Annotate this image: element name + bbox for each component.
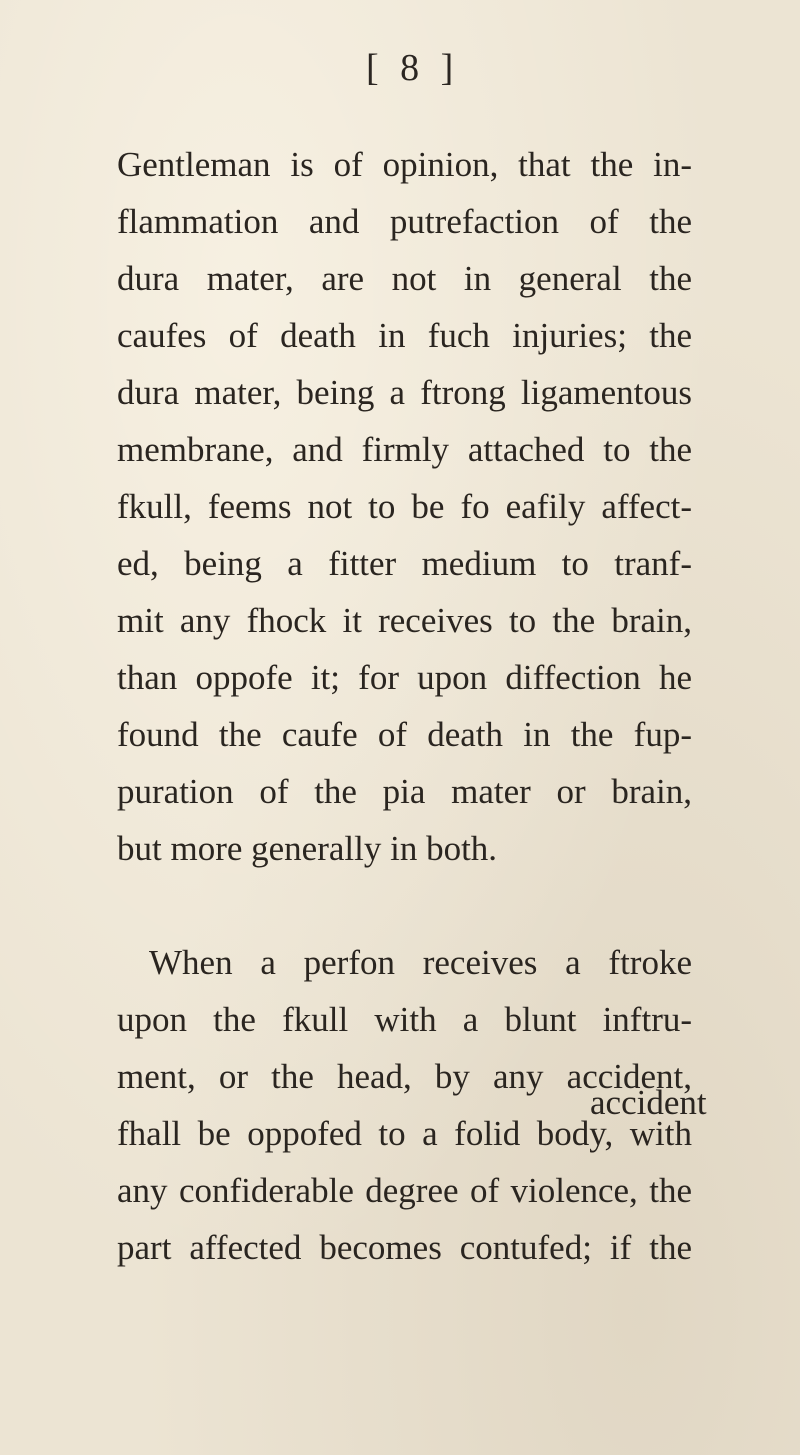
text-line: dura mater, being a ftrong ligamentous (117, 373, 692, 412)
text-line: part affected becomes contufed; if the (117, 1228, 692, 1267)
text-line: When a perfon receives a ftroke (149, 943, 692, 982)
page-number: [ 8 ] (366, 47, 460, 89)
paragraph-gap (117, 877, 692, 934)
text-line: fhall be oppofed to a folid body, with (117, 1114, 692, 1153)
text-line: but more generally in both. (117, 829, 498, 868)
text-line: upon the fkull with a blunt inftru- (117, 1000, 692, 1039)
text-line: membrane, and firmly attached to the (117, 430, 692, 469)
catchword: accident (590, 1083, 707, 1122)
text-line: dura mater, are not in general the (117, 259, 692, 298)
paragraph (117, 136, 692, 877)
text-line: any confiderable degree of violence, the (117, 1171, 692, 1210)
text-line: found the caufe of death in the fup- (117, 715, 692, 754)
text-line: fkull, feems not to be fo eafily affect- (117, 487, 692, 526)
text-line: Gentleman is of opinion, that the in- (117, 145, 692, 184)
text-line: ment, or the head, by any accident, (117, 1057, 692, 1096)
text-line: mit any fhock it receives to the brain, (117, 601, 692, 640)
text-line: ed, being a fitter medium to tranf- (117, 544, 692, 583)
text-line: flammation and putrefaction of the (117, 202, 692, 241)
text-line: than oppofe it; for upon diffection he (117, 658, 692, 697)
text-line: puration of the pia mater or brain, (117, 772, 692, 811)
text-line: caufes of death in fuch injuries; the (117, 316, 692, 355)
